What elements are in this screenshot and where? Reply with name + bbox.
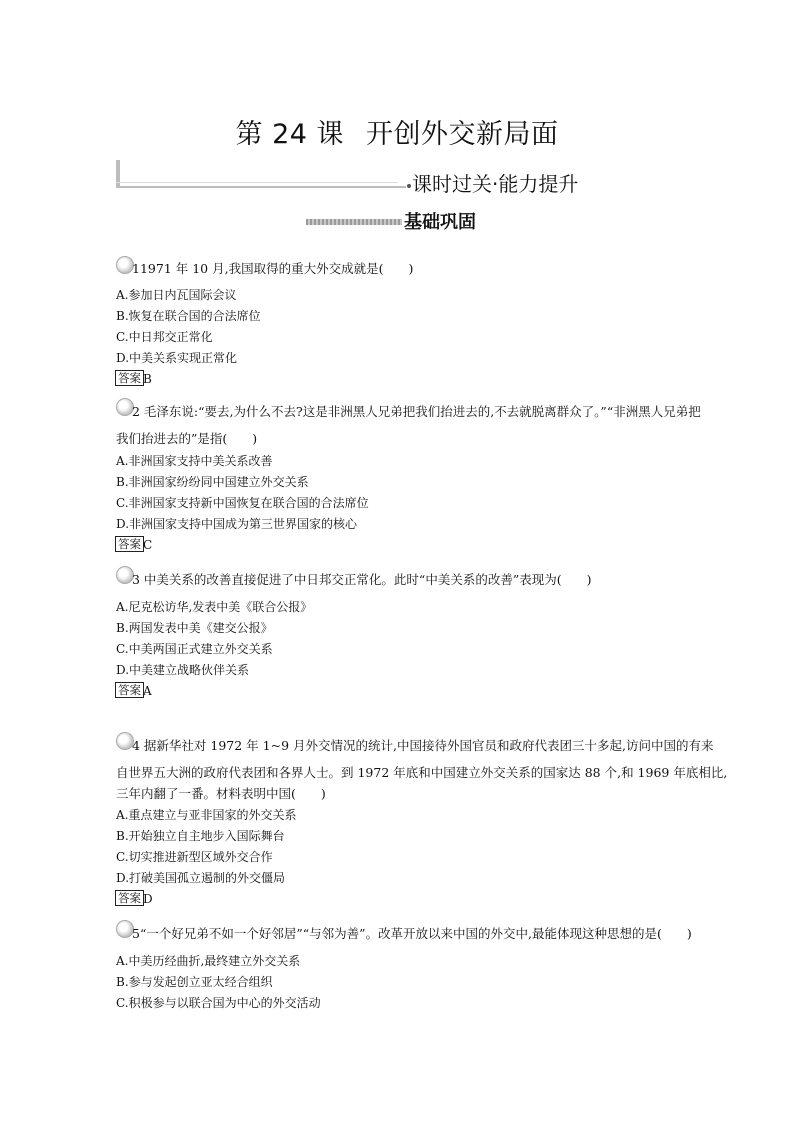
option: B.非洲国家纷纷同中国建立外交关系 (116, 475, 309, 489)
section-decoration (116, 158, 416, 192)
option: C.非洲国家支持新中国恢复在联合国的合法席位 (116, 496, 369, 510)
question-stem: 5“一个好兄弟不如一个好邻居”“与邻为善”。改革开放以来中国的外交中,最能体现这种思想的是( ) (132, 926, 692, 941)
answer-label: 答案 (115, 536, 144, 552)
question-stem: 2 毛泽东说:“要去,为什么不去?这是非洲黑人兄弟把我们抬进去的,不去就脱离群众了。”“非洲黑人兄弟把 (132, 404, 701, 419)
option: A.重点建立与亚非国家的外交关系 (116, 808, 297, 822)
lesson-number: 第 24 课 (235, 119, 345, 150)
question-stem: 三年内翻了一番。材料表明中国( ) (116, 786, 326, 801)
option: C.中日邦交正常化 (116, 330, 213, 344)
question-stem: 4 据新华社对 1972 年 1~9 月外交情况的统计,中国接待外国官员和政府代表团三十多起,访问中国的有来 (132, 738, 714, 753)
option: B.参与发起创立亚太经合组织 (116, 975, 273, 989)
answer-value: D (143, 892, 153, 906)
answer-label: 答案 (115, 682, 144, 698)
subsection-title: 基础巩固 (404, 212, 476, 233)
subsection-decoration (306, 219, 402, 225)
answer-label: 答案 (115, 370, 144, 386)
option: B.开始独立自主地步入国际舞台 (116, 829, 285, 843)
option: A.参加日内瓦国际会议 (116, 288, 237, 302)
question-stem: 自世界五大洲的政府代表团和各界人士。到 1972 年底和中国建立外交关系的国家达 88 个,和 1969 年底相比, (116, 765, 728, 780)
question-stem: 3 中美关系的改善直接促进了中日邦交正常化。此时“中美关系的改善”表现为( ) (132, 572, 592, 587)
option: A.中美历经曲折,最终建立外交关系 (116, 954, 301, 968)
option: D.非洲国家支持中国成为第三世界国家的核心 (116, 517, 358, 531)
answer-value: C (143, 538, 153, 552)
option: B.两国发表中美《建交公报》 (116, 621, 273, 635)
option: C.中美两国正式建立外交关系 (116, 642, 273, 656)
question-stem: 11971 年 10 月,我国取得的重大外交成就是( ) (132, 261, 414, 276)
option: C.切实推进新型区域外交合作 (116, 850, 273, 864)
answer-value: B (143, 372, 152, 386)
option: B.恢复在联合国的合法席位 (116, 309, 261, 323)
option: A.尼克松访华,发表中美《联合公报》 (116, 600, 313, 614)
question-stem: 我们抬进去的”是指( ) (116, 431, 258, 446)
section-title: 课时过关·能力提升 (412, 172, 579, 196)
option: A.非洲国家支持中美关系改善 (116, 454, 273, 468)
answer-value: A (143, 684, 152, 698)
option: D.中美关系实现正常化 (116, 351, 238, 365)
option: D.中美建立战略伙伴关系 (116, 663, 250, 677)
lesson-title: 开创外交新局面 (366, 119, 559, 150)
option: C.积极参与以联合国为中心的外交活动 (116, 996, 321, 1010)
page-title (0, 112, 794, 151)
answer-label: 答案 (115, 890, 144, 906)
option: D.打破美国孤立遏制的外交僵局 (116, 871, 286, 885)
